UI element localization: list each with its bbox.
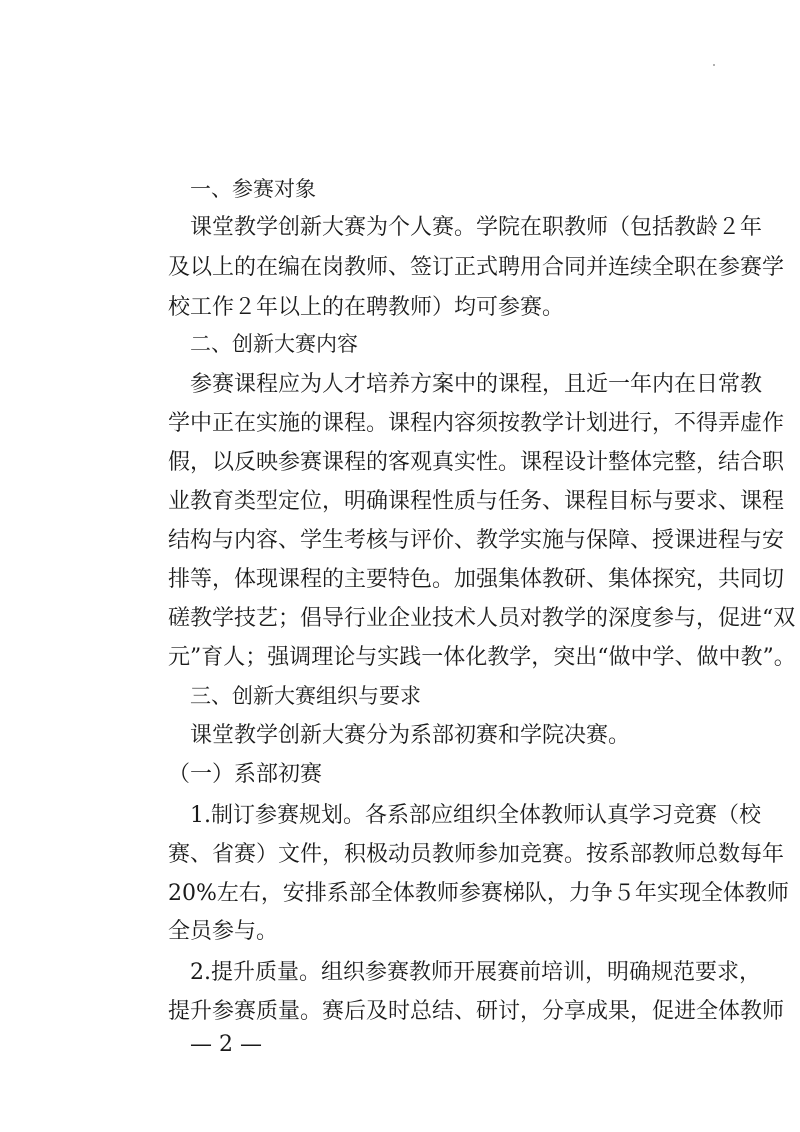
list-item-line: 全员参与。 <box>168 919 279 944</box>
subsection-heading: （一）系部初赛 <box>168 762 323 787</box>
list-item-line: 提升参赛质量。赛后及时总结、研讨，分享成果，促进全体教师 <box>168 999 785 1024</box>
section-heading-1: 一、参赛对象 <box>190 177 316 201</box>
paragraph-line: 学中正在实施的课程。课程内容须按教学计划进行，不得弄虚作 <box>168 411 785 436</box>
paragraph-line: 课堂教学创新大赛分为系部初赛和学院决赛。 <box>190 723 631 748</box>
list-item-line: 20%左右，安排系部全体教师参赛梯队，力争５年实现全体教师 <box>168 881 789 906</box>
paragraph-line: 排等，体现课程的主要特色。加强集体教研、集体探究，共同切 <box>168 567 785 592</box>
section-heading-2: 二、创新大赛内容 <box>190 332 358 356</box>
paragraph-line: 假，以反映参赛课程的客观真实性。课程设计整体完整，结合职 <box>168 450 785 475</box>
page-number: — 2 — <box>190 1032 262 1057</box>
list-item-line: 赛、省赛）文件，积极动员教师参加竞赛。按系部教师总数每年 <box>168 842 785 867</box>
paragraph-line: 元”育人；强调理论与实践一体化教学，突出“做中学、做中教”。 <box>168 645 796 670</box>
paragraph-line: 结构与内容、学生考核与评价、教学实施与保障、授课进程与安 <box>168 528 785 553</box>
paragraph-line: 磋教学技艺；倡导行业企业技术人员对教学的深度参与，促进“双 <box>168 606 796 631</box>
section-heading-3: 三、创新大赛组织与要求 <box>190 684 421 708</box>
paragraph-line: 及以上的在编在岗教师、签订正式聘用合同并连续全职在参赛学 <box>168 255 785 280</box>
paragraph-line: 参赛课程应为人才培养方案中的课程，且近一年内在日常教 <box>190 372 763 397</box>
scan-speck <box>713 64 715 66</box>
paragraph-line: 课堂教学创新大赛为个人赛。学院在职教师（包括教龄２年 <box>190 215 763 240</box>
paragraph-line: 业教育类型定位，明确课程性质与任务、课程目标与要求、课程 <box>168 489 785 514</box>
paragraph-line: 校工作２年以上的在聘教师）均可参赛。 <box>168 295 565 320</box>
list-item-line: 2.提升质量。组织参赛教师开展赛前培训，明确规范要求， <box>190 960 761 985</box>
list-item-line: 1.制订参赛规划。各系部应组织全体教师认真学习竞赛（校 <box>190 803 761 828</box>
